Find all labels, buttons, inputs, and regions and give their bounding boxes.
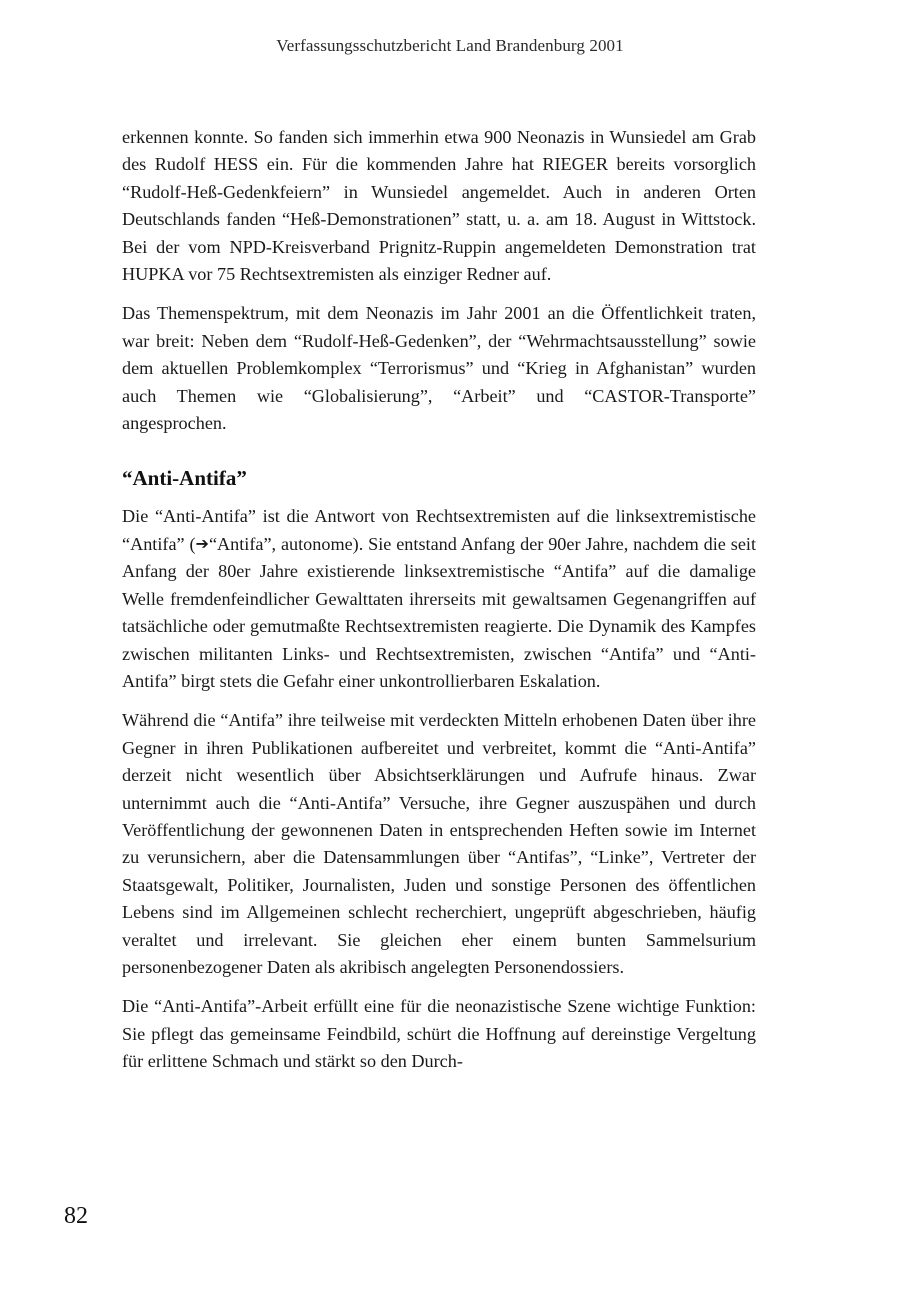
running-header: Verfassungsschutzbericht Land Brandenburg 2001 bbox=[276, 36, 624, 55]
paragraph-anti-antifa-definition bbox=[122, 503, 756, 695]
paragraph-text-part-2: “Antifa”, autonome). Sie entstand Anfang der 90er Jahre, nachdem die seit Anfang der 80er Jahre existierende linksextremistische “Antifa” auf die damalige Welle fremdenfeindlicher Gewalttaten ihrerseits mit gewaltsamen Gegenangriffen auf tatsächliche oder gemutmaßte Rechtsextremisten reagierte. Die Dynamik des Kampfes zwischen militanten Links- und Rechtsextremisten, zwischen “Antifa” und “Anti-Antifa” birgt stets die Gefahr einer unkontrollierbaren Eskalation. bbox=[122, 533, 756, 691]
paragraph-anti-antifa-data: Während die “Antifa” ihre teilweise mit verdeckten Mitteln erhobenen Daten über ihre Gegner in ihren Publikationen aufbereitet und verbreitet, kommt die “Anti-Antifa” derzeit nicht wesentlich über Absichtserklärungen und Aufrufe hinaus. Zwar unternimmt auch die “Anti-Antifa” Versuche, ihre Gegner auszuspähen und durch Veröffentlichung der gewonnenen Daten in entsprechenden Heften sowie im Internet zu verunsichern, aber die Datensammlungen über “Antifas”, “Linke”, Vertreter der Staatsgewalt, Politiker, Journalisten, Juden und sonstige Personen des öffentlichen Lebens sind im Allgemeinen schlecht recherchiert, ungeprüft abgeschrieben, häufig veraltet und irrelevant. Sie gleichen eher einem bunten Sammelsurium personenbezogener Daten als akribisch angelegten Personendossiers. bbox=[122, 710, 756, 977]
paragraph-topics: Das Themenspektrum, mit dem Neonazis im Jahr 2001 an die Öffentlichkeit traten, war breit: Neben dem “Rudolf-Heß-Gedenken”, der “Wehrmachtsausstellung” sowie dem aktuellen Problemkomplex “Terrorismus” und “Krieg in Afghanistan” wurden auch Themen wie “Globalisierung”, “Arbeit” und “CASTOR-Transporte” angesprochen. bbox=[122, 303, 756, 434]
paragraph-neonazi-gatherings: erkennen konnte. So fanden sich immerhin etwa 900 Neonazis in Wunsiedel am Grab des Rudolf HESS ein. Für die kommenden Jahre hat RIEGER bereits vorsorglich “Rudolf-Heß-Gedenkfeiern” in Wunsiedel angemeldet. Auch in anderen Orten Deutschlands fanden “Heß-Demonstrationen” statt, u. a. am 18. August in Wittstock. Bei der vom NPD-Kreisverband Prignitz-Ruppin angemeldeten Demonstration trat HUPKA vor 75 Rechtsextremisten als einziger Redner auf. bbox=[122, 127, 756, 285]
section-heading-anti-antifa: “Anti-Antifa” bbox=[122, 466, 247, 491]
paragraph-text-part-1: Die “Anti-Antifa” ist die Antwort von Rechtsextremisten auf die linksextremistische “Antifa” ( bbox=[122, 506, 756, 554]
paragraph-anti-antifa-function: Die “Anti-Antifa”-Arbeit erfüllt eine für die neonazistische Szene wichtige Funktion: Sie pflegt das gemeinsame Feindbild, schürt die Hoffnung auf dereinstige Vergeltung für erlittene Schmach und stärkt so den Durch- bbox=[122, 996, 756, 1072]
cross-reference-arrow-icon: ➔ bbox=[195, 533, 209, 553]
page-number: 82 bbox=[64, 1203, 88, 1229]
page-body bbox=[122, 124, 756, 1088]
